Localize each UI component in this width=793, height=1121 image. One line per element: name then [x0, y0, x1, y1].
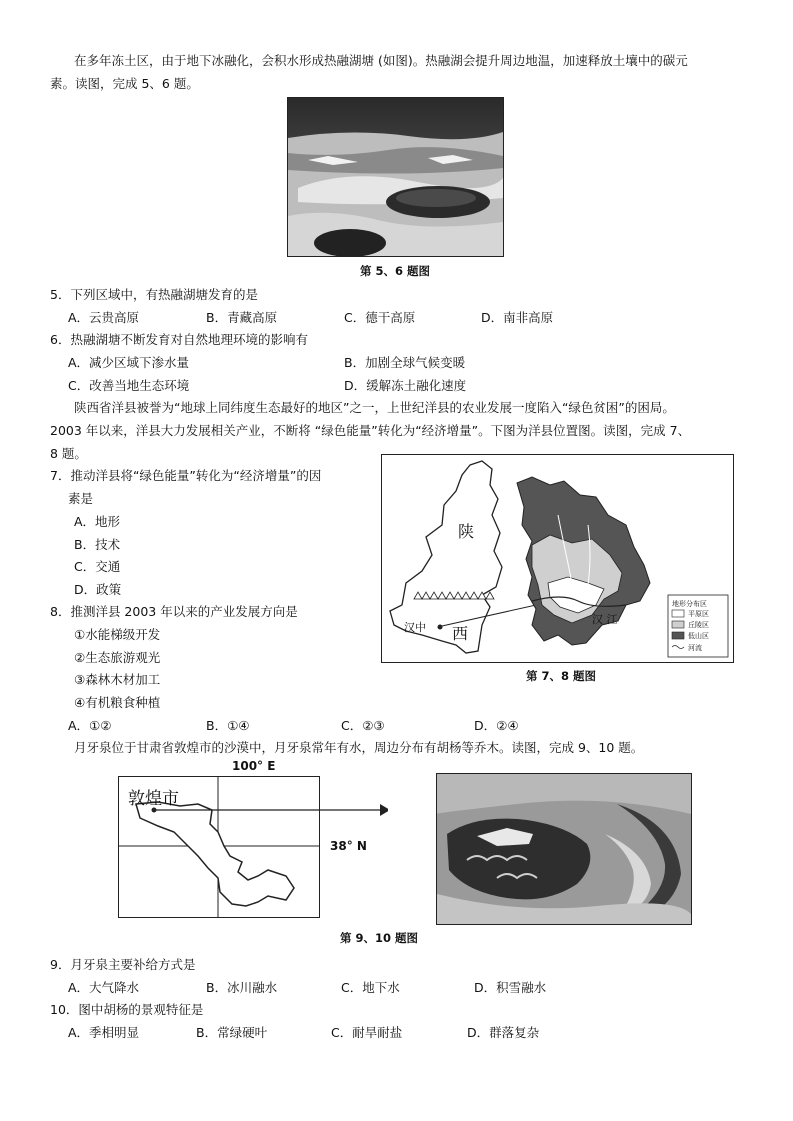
- question-5-stem: 5．下列区域中，有热融湖塘发育的是: [50, 287, 258, 302]
- question-8-option-c[interactable]: C．②③: [341, 718, 385, 733]
- intro-paragraph-1-line-1: 在多年冻土区，由于地下冰融化，会积水形成热融湖塘 (如图)。热融湖会提升周边地温，加速释放土壤中的碳元: [74, 53, 688, 68]
- question-8-option-b[interactable]: B．①④: [206, 718, 250, 733]
- question-7-stem-line-1: 7．推动洋县将“绿色能量”转化为“经济增量”的因: [50, 468, 322, 483]
- hanzhong-point: [438, 625, 443, 630]
- legend-label-hill: 丘陵区: [688, 621, 709, 629]
- question-10-option-b[interactable]: B．常绿硬叶: [196, 1025, 268, 1040]
- figure-7-8-caption: 第 7、8 题图: [526, 669, 597, 683]
- question-6-option-b[interactable]: B．加剧全球气候变暖: [344, 355, 466, 370]
- intro-paragraph-2-line-3: 8 题。: [50, 446, 87, 461]
- figure-5-6-caption: 第 5、6 题图: [360, 264, 431, 278]
- question-6-stem: 6．热融湖塘不断发育对自然地理环境的影响有: [50, 332, 308, 347]
- question-9-stem: 9．月牙泉主要补给方式是: [50, 957, 196, 972]
- question-9-option-b[interactable]: B．冰川融水: [206, 980, 278, 995]
- question-7-option-b[interactable]: B．技术: [74, 537, 121, 552]
- question-8-item-3: ③森林木材加工: [74, 672, 161, 687]
- figure-9-10-caption: 第 9、10 题图: [340, 931, 419, 945]
- legend-label-mountain: 低山区: [688, 632, 709, 640]
- question-8-option-d[interactable]: D．②④: [474, 718, 519, 733]
- city-label-dunhuang: 敦煌市: [128, 789, 179, 809]
- question-10-stem: 10．图中胡杨的景观特征是: [50, 1002, 204, 1017]
- question-10-option-a[interactable]: A．季相明显: [68, 1025, 140, 1040]
- yang-county-location-map: [381, 454, 734, 663]
- question-9-option-c[interactable]: C．地下水: [341, 980, 400, 995]
- intro-paragraph-3-line-1: 月牙泉位于甘肃省敦煌市的沙漠中，月牙泉常年有水，周边分布有胡杨等乔木。读图，完成 9、10 题。: [74, 740, 644, 755]
- question-7-stem-line-2: 素是: [68, 491, 94, 506]
- question-8-item-4: ④有机粮食种植: [74, 695, 161, 710]
- province-label-shaan: 陕: [458, 522, 475, 541]
- crescent-spring-photo-icon: [437, 774, 691, 924]
- legend-title: 地形分布区: [672, 600, 707, 608]
- crescent-spring-photo: [436, 773, 692, 925]
- question-8-option-a[interactable]: A．①②: [68, 718, 112, 733]
- question-8-item-2: ②生态旅游观光: [74, 650, 161, 665]
- question-7-option-d[interactable]: D．政策: [74, 582, 122, 597]
- legend-label-plain: 平原区: [688, 610, 709, 618]
- thaw-lake-photo-icon: [288, 98, 503, 256]
- permafrost-thaw-lake-photo: [287, 97, 504, 257]
- city-label-hanzhong: 汉中: [404, 621, 426, 634]
- river-label-hanjiang: 汉 江: [592, 613, 618, 626]
- dunhuang-map: [118, 776, 320, 918]
- legend-label-river: 河流: [688, 644, 702, 652]
- question-9-option-d[interactable]: D．积雪融水: [474, 980, 547, 995]
- question-7-option-c[interactable]: C．交通: [74, 559, 121, 574]
- question-5-option-b[interactable]: B．青藏高原: [206, 310, 278, 325]
- question-5-option-d[interactable]: D．南非高原: [481, 310, 554, 325]
- question-6-option-d[interactable]: D．缓解冻土融化速度: [344, 378, 467, 393]
- longitude-label: 100° E: [232, 759, 276, 773]
- legend-swatch-plain: [672, 610, 684, 617]
- arrow-head-icon: [380, 804, 388, 816]
- province-label-xi: 西: [452, 624, 469, 643]
- question-8-stem: 8．推测洋县 2003 年以来的产业发展方向是: [50, 604, 298, 619]
- question-10-option-d[interactable]: D．群落复杂: [467, 1025, 540, 1040]
- shaanxi-map-icon: [382, 455, 733, 662]
- question-5-option-c[interactable]: C．德干高原: [344, 310, 416, 325]
- question-7-option-a[interactable]: A．地形: [74, 514, 121, 529]
- latitude-label: 38° N: [330, 839, 367, 853]
- question-8-item-1: ①水能梯级开发: [74, 627, 161, 642]
- question-5-option-a[interactable]: A．云贵高原: [68, 310, 140, 325]
- intro-paragraph-1-line-2: 素。读图，完成 5、6 题。: [50, 76, 199, 91]
- intro-paragraph-2-line-1: 陕西省洋县被誉为“地球上同纬度生态最好的地区”之一，上世纪洋县的农业发展一度陷入“绿色贫困”的困局。: [74, 400, 675, 415]
- legend-swatch-hill: [672, 621, 684, 628]
- intro-paragraph-2-line-2: 2003 年以来，洋县大力发展相关产业，不断将 “绿色能量”转化为“经济增量”。下图为洋县位置图。读图，完成 7、: [50, 423, 691, 438]
- question-10-option-c[interactable]: C．耐旱耐盐: [331, 1025, 403, 1040]
- question-9-option-a[interactable]: A．大气降水: [68, 980, 140, 995]
- question-6-option-c[interactable]: C．改善当地生态环境: [68, 378, 190, 393]
- question-6-option-a[interactable]: A．减少区域下渗水量: [68, 355, 190, 370]
- map-legend: [668, 595, 728, 657]
- legend-swatch-mountain: [672, 632, 684, 639]
